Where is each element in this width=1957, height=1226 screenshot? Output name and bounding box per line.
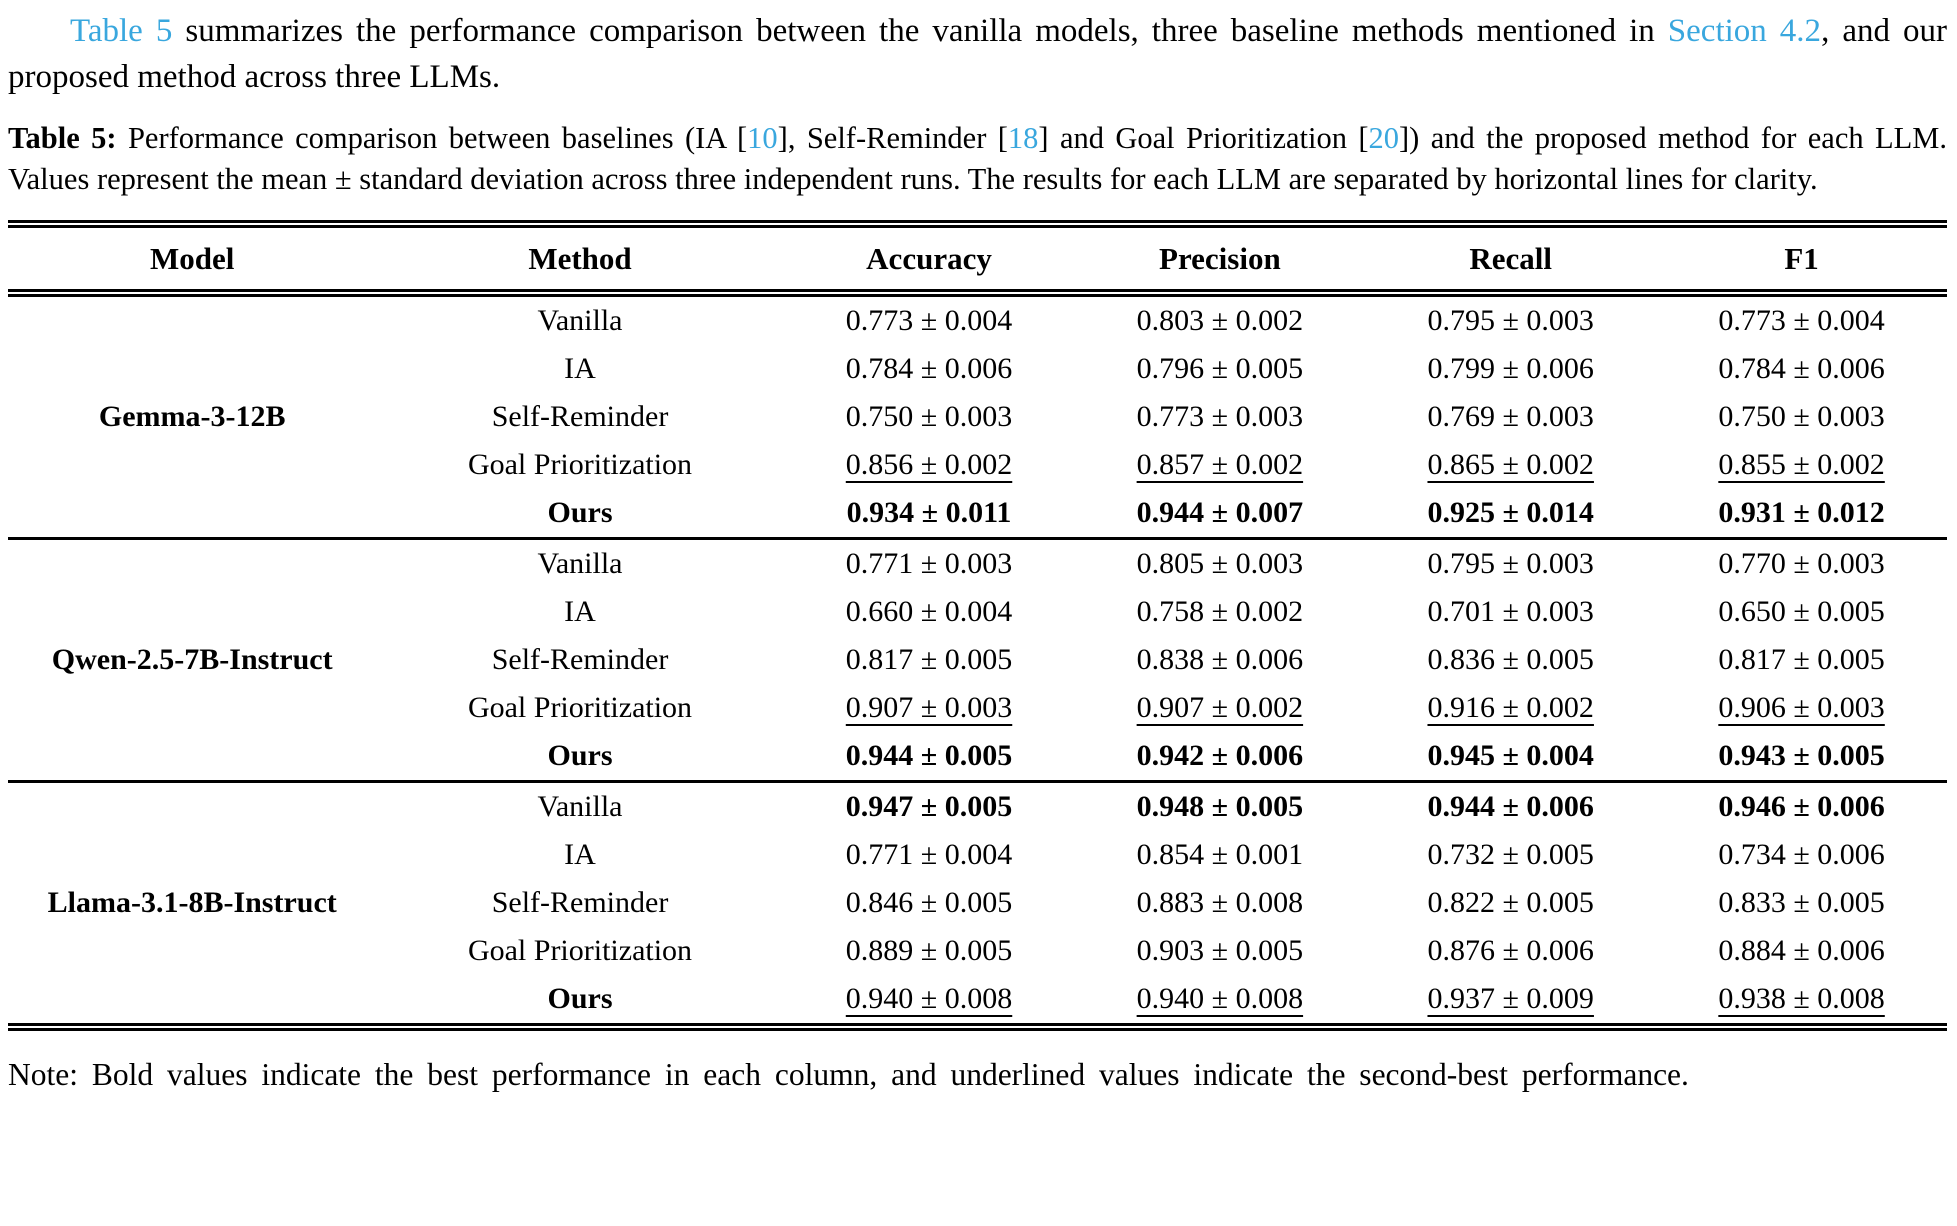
model-cell-gemma-3-12b: Gemma-3-12B [8,293,376,539]
recall-cell: 0.795 ± 0.003 [1427,304,1594,338]
f1-cell: 0.906 ± 0.003 [1718,691,1885,725]
f1-cell: 0.938 ± 0.008 [1656,975,1947,1027]
accuracy-cell: 0.934 ± 0.011 [784,489,1075,539]
method-cell: Vanilla [537,547,623,581]
header-f1: F1 [1656,224,1947,293]
precision-cell: 0.942 ± 0.006 [1074,732,1365,782]
f1-cell: 0.770 ± 0.003 [1718,547,1885,581]
recall-cell: 0.925 ± 0.014 [1365,489,1656,539]
recall-cell: 0.865 ± 0.002 [1427,448,1594,482]
header-recall: Recall [1365,224,1656,293]
f1-cell: 0.855 ± 0.002 [1718,448,1885,482]
f1-cell: 0.650 ± 0.005 [1718,595,1885,629]
intro-paragraph [8,8,1947,100]
f1-cell: 0.750 ± 0.003 [1718,400,1885,434]
f1-cell: 0.946 ± 0.006 [1718,790,1885,824]
method-cell: Self-Reminder [491,643,669,677]
recall-cell: 0.799 ± 0.006 [1427,352,1594,386]
method-cell-ours: Ours [376,975,783,1027]
caption-label: Table 5: [8,121,117,156]
header-method: Method [376,224,783,293]
accuracy-cell: 0.907 ± 0.003 [845,691,1013,725]
f1-cell: 0.734 ± 0.006 [1718,838,1885,872]
recall-cell: 0.944 ± 0.006 [1427,790,1594,824]
accuracy-cell: 0.889 ± 0.005 [845,934,1013,968]
accuracy-cell: 0.771 ± 0.003 [845,547,1013,581]
section-4-2-link[interactable]: Section 4.2 [1667,13,1822,49]
method-cell-ours: Ours [376,489,783,539]
header-accuracy: Accuracy [784,224,1075,293]
precision-cell: 0.948 ± 0.005 [1136,790,1304,824]
f1-cell: 0.943 ± 0.005 [1656,732,1947,782]
precision-cell: 0.758 ± 0.002 [1136,595,1304,629]
recall-cell: 0.701 ± 0.003 [1427,595,1594,629]
recall-cell: 0.769 ± 0.003 [1427,400,1594,434]
f1-cell: 0.817 ± 0.005 [1718,643,1885,677]
intro-text-2: , and our proposed method across three LLMs. [8,13,1947,96]
ref-10-link[interactable]: 10 [747,121,778,156]
header-model: Model [8,224,376,293]
precision-cell: 0.944 ± 0.007 [1074,489,1365,539]
ref-20-link[interactable]: 20 [1368,121,1400,156]
recall-cell: 0.795 ± 0.003 [1427,547,1594,581]
caption-seg-2: ], Self-Reminder [ [777,121,1008,156]
accuracy-cell: 0.846 ± 0.005 [845,886,1013,920]
accuracy-cell: 0.944 ± 0.005 [784,732,1075,782]
header-row [8,224,1947,293]
recall-cell: 0.916 ± 0.002 [1427,691,1594,725]
precision-cell: 0.907 ± 0.002 [1136,691,1304,725]
method-cell: IA [564,595,596,629]
precision-cell: 0.805 ± 0.003 [1136,547,1304,581]
precision-cell: 0.883 ± 0.008 [1136,886,1304,920]
method-cell: Goal Prioritization [467,934,693,968]
caption-seg-3: ] and Goal Prioritization [ [1038,121,1369,156]
method-cell: Goal Prioritization [467,448,693,482]
precision-cell: 0.940 ± 0.008 [1074,975,1365,1027]
accuracy-cell: 0.947 ± 0.005 [845,790,1013,824]
header-precision: Precision [1074,224,1365,293]
table-row [8,539,1947,589]
method-cell: Goal Prioritization [467,691,693,725]
method-cell: IA [564,838,596,872]
method-cell-ours: Ours [376,732,783,782]
precision-cell: 0.903 ± 0.005 [1136,934,1304,968]
model-cell-llama-3-1-8b: Llama-3.1-8B-Instruct [8,782,376,1028]
accuracy-cell: 0.940 ± 0.008 [784,975,1075,1027]
results-table [8,220,1947,1031]
accuracy-cell: 0.773 ± 0.004 [845,304,1013,338]
f1-cell: 0.773 ± 0.004 [1718,304,1885,338]
f1-cell: 0.833 ± 0.005 [1718,886,1885,920]
intro-text-1: summarizes the performance comparison between the vanilla models, three baseline methods mentioned in [172,13,1668,49]
precision-cell: 0.838 ± 0.006 [1136,643,1304,677]
method-cell: Vanilla [537,790,623,824]
table-caption [8,118,1947,200]
method-cell: Self-Reminder [491,886,669,920]
table-row-best [8,782,1947,832]
method-cell: IA [564,352,596,386]
recall-cell: 0.937 ± 0.009 [1365,975,1656,1027]
caption-seg-4: ]) and the proposed method for each LLM. Values represent the mean ± standard deviation across three independent runs. The results for each LLM are separated by horizontal lines for clarity. [8,121,1947,197]
recall-cell: 0.822 ± 0.005 [1427,886,1594,920]
accuracy-cell: 0.771 ± 0.004 [845,838,1013,872]
precision-cell: 0.796 ± 0.005 [1136,352,1304,386]
accuracy-cell: 0.750 ± 0.003 [845,400,1013,434]
accuracy-cell: 0.660 ± 0.004 [845,595,1013,629]
recall-cell: 0.945 ± 0.004 [1365,732,1656,782]
precision-cell: 0.773 ± 0.003 [1136,400,1304,434]
table5-link[interactable]: Table 5 [70,13,173,49]
recall-cell: 0.732 ± 0.005 [1427,838,1594,872]
method-cell: Self-Reminder [491,400,669,434]
f1-cell: 0.784 ± 0.006 [1718,352,1885,386]
accuracy-cell: 0.784 ± 0.006 [845,352,1013,386]
precision-cell: 0.854 ± 0.001 [1136,838,1304,872]
recall-cell: 0.876 ± 0.006 [1427,934,1594,968]
table-row [8,293,1947,345]
precision-cell: 0.857 ± 0.002 [1136,448,1304,482]
caption-seg-1: Performance comparison between baselines (IA [ [116,121,748,156]
precision-cell: 0.803 ± 0.002 [1136,304,1304,338]
model-cell-qwen-2-5-7b: Qwen-2.5-7B-Instruct [8,539,376,782]
f1-cell: 0.931 ± 0.012 [1656,489,1947,539]
recall-cell: 0.836 ± 0.005 [1427,643,1594,677]
ref-18-link[interactable]: 18 [1007,121,1039,156]
accuracy-cell: 0.817 ± 0.005 [845,643,1013,677]
table-note: Note: Bold values indicate the best performance in each column, and underlined values indicate the second-best performance. [8,1057,1689,1093]
accuracy-cell: 0.856 ± 0.002 [845,448,1013,482]
method-cell: Vanilla [537,304,623,338]
f1-cell: 0.884 ± 0.006 [1718,934,1885,968]
